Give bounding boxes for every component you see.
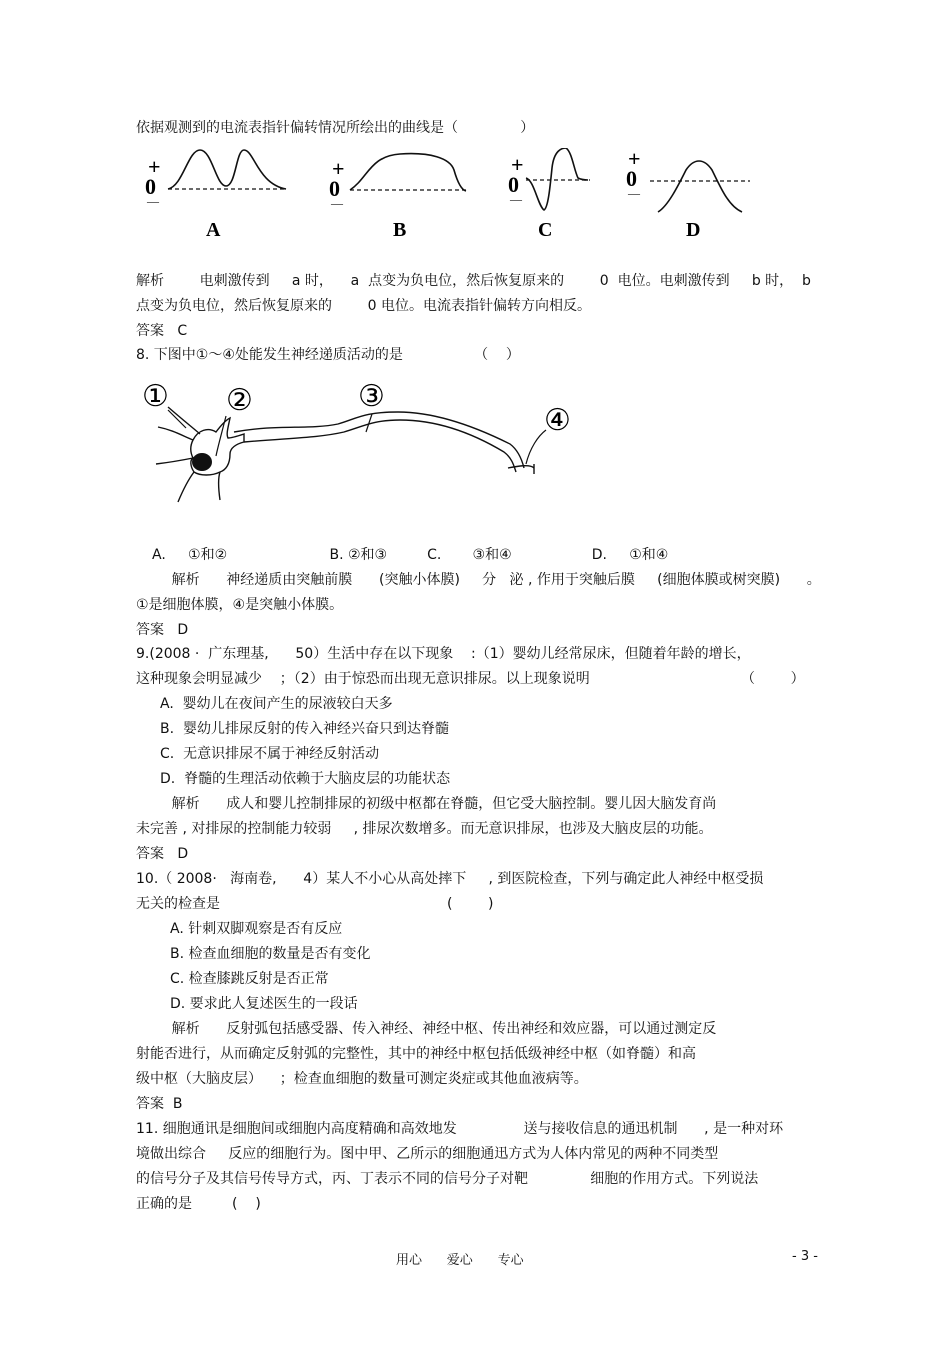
q11-stem-line-3: 的信号分子及其信号传导方式，丙、丁表示不同的信号分子对靶 细胞的作用方式。下列说法: [136, 1171, 759, 1187]
curve-d-plus: +: [628, 148, 641, 171]
q8-analysis-line-2: ①是细胞体膜，④是突触小体膜。: [136, 597, 344, 613]
q11-stem-line-4: 正确的是 ( ): [136, 1196, 261, 1212]
label-2: ②: [226, 383, 253, 418]
neuron-diagram: [138, 372, 588, 507]
q7-analysis-line-1: 解析 电刺激传到 a 时， a 点变为负电位，然后恢复原来的 0 电位。电刺激传到 b 时， b: [136, 273, 811, 289]
q10-answer: 答案 B: [136, 1096, 183, 1112]
curve-a-label: A: [206, 219, 221, 241]
curve-c-minus: —: [510, 192, 522, 206]
q10-analysis-line-1: 解析 反射弧包括感受器、传入神经、神经中枢、传出神经和效应器，可以通过测定反: [136, 1021, 717, 1037]
q9-answer: 答案 D: [136, 846, 189, 862]
q9-option-a: A. 婴幼儿在夜间产生的尿液较白天多: [160, 696, 393, 712]
q10-option-a: A. 针刺双脚观察是否有反应: [170, 921, 343, 937]
q7-intro: 依据观测到的电流表指针偏转情况所绘出的曲线是（ ）: [136, 120, 535, 136]
page-number: - 3 -: [792, 1249, 818, 1264]
curve-c-plus: +: [511, 152, 524, 177]
curve-d-zero: 0: [626, 166, 637, 191]
curve-b-plus: +: [332, 156, 345, 181]
curve-a-zero: 0: [145, 174, 156, 199]
q10-stem-line-1: 10.（ 2008· 海南卷, 4）某人不小心从高处摔下 , 到医院检查，下列与确定此人神经中枢受损: [136, 871, 764, 887]
q8-answer: 答案 D: [136, 622, 189, 638]
q10-stem-line-2: 无关的检查是 ( ): [136, 896, 494, 912]
curve-b-minus: —: [331, 196, 343, 210]
q10-option-b: B. 检查血细胞的数量是否有变化: [170, 946, 371, 962]
curve-d-minus: —: [628, 186, 640, 200]
label-3: ③: [358, 379, 385, 414]
q9-option-c: C. 无意识排尿不属于神经反射活动: [160, 746, 380, 762]
current-curves-figure: [138, 148, 778, 248]
curve-b-label: B: [393, 219, 407, 241]
curve-a-minus: —: [147, 194, 159, 208]
q7-answer: 答案 C: [136, 323, 188, 339]
q8-options: A. ①和② B. ②和③ C. ③和④ D. ①和④: [152, 547, 669, 563]
curve-c: [508, 148, 590, 241]
q8-stem: 8. 下图中①～④处能发生神经递质活动的是 （ ）: [136, 347, 520, 363]
q11-stem-line-1: 11. 细胞通讯是细胞间或细胞内高度精确和高效地发 送与接收信息的通迅机制 , 是一种对环: [136, 1121, 784, 1137]
q9-analysis-line-2: 未完善 , 对排尿的控制能力较弱 , 排尿次数增多。而无意识排尿，也涉及大脑皮层的功能。: [136, 821, 713, 837]
footer-motto: 用心 爱心 专心: [396, 1253, 524, 1268]
label-1: ①: [142, 379, 169, 414]
q10-analysis-line-2: 射能否进行，从而确定反射弧的完整性，其中的神经中枢包括低级神经中枢（如脊髓）和高: [136, 1046, 696, 1062]
q9-option-d: D. 脊髓的生理活动依赖于大脑皮层的功能状态: [160, 771, 451, 787]
q8-analysis-line-1: 解析 神经递质由突触前膜 (突触小体膜) 分 泌 , 作用于突触后膜 (细胞体膜或树突膜) 。: [136, 572, 821, 588]
curve-d: [626, 148, 750, 241]
q11-stem-line-2: 境做出综合 反应的细胞行为。图中甲、乙所示的细胞通迅方式为人体内常见的两种不同类型: [136, 1146, 719, 1162]
curve-b-zero: 0: [329, 176, 340, 201]
q9-stem-line-1: 9.(2008 · 广东理基, 50）生活中存在以下现象 :（1）婴幼儿经常尿床，但随着年龄的增长，: [136, 646, 751, 662]
curve-d-label: D: [686, 219, 701, 241]
q9-stem-line-2: 这种现象会明显减少 ；（2）由于惊恐而出现无意识排尿。以上现象说明 （ ）: [136, 671, 805, 687]
label-4: ④: [544, 403, 571, 438]
curve-a-plus: +: [148, 154, 161, 179]
q10-option-d: D. 要求此人复述医生的一段话: [170, 996, 358, 1012]
q7-analysis-line-2: 点变为负电位，然后恢复原来的 0 电位。电流表指针偏转方向相反。: [136, 298, 591, 314]
q10-option-c: C. 检查膝跳反射是否正常: [170, 971, 329, 987]
curve-c-label: C: [538, 219, 553, 241]
curve-c-zero: 0: [508, 172, 519, 197]
q9-analysis-line-1: 解析 成人和婴儿控制排尿的初级中枢都在脊髓，但它受大脑控制。婴儿因大脑发育尚: [136, 796, 717, 812]
curve-a: [145, 150, 286, 241]
curve-b: [329, 154, 466, 241]
q9-option-b: B. 婴幼儿排尿反射的传入神经兴奋只到达脊髓: [160, 721, 449, 737]
q10-analysis-line-3: 级中枢（大脑皮层） ；检查血细胞的数量可测定炎症或其他血液病等。: [136, 1071, 588, 1087]
